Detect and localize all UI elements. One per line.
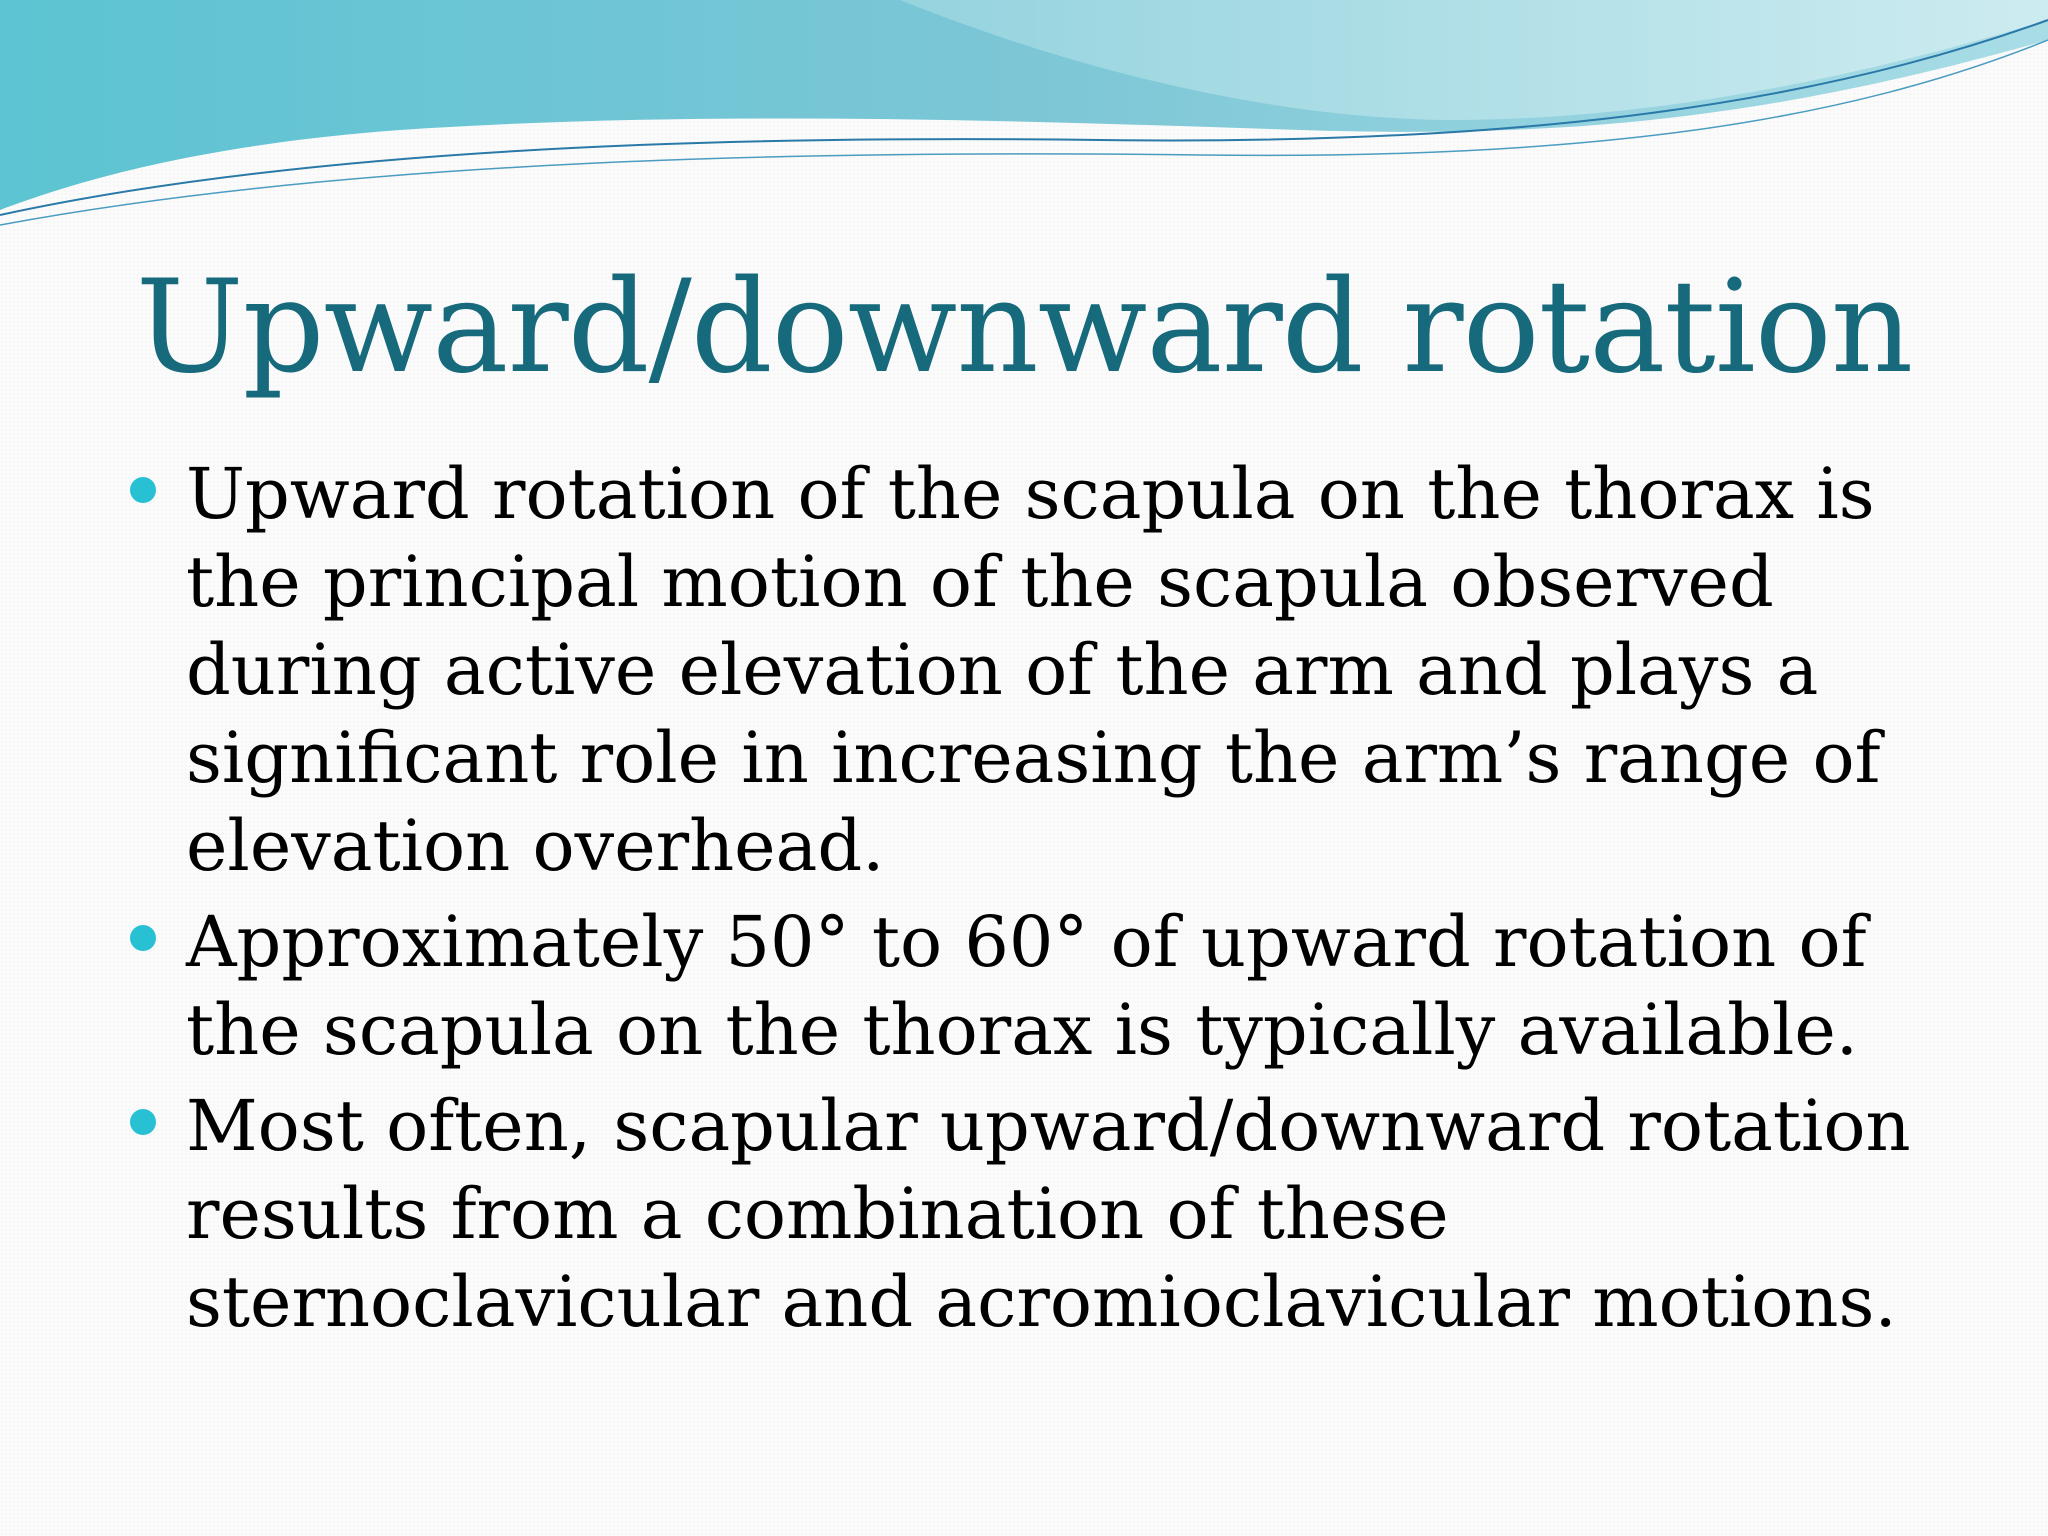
bullet-text: Approximately 50° to 60° of upward rotation of the scapula on the thorax is typically available. [186,901,1867,1071]
bullet-dot-icon [130,1109,156,1135]
bullet-item [0,898,2048,1074]
bullet-item [0,1082,2048,1346]
slide-title: Upward/downward rotation [135,253,1913,402]
bullet-dot-icon [130,925,156,951]
decorative-wave-header [0,0,2048,240]
bullet-text: Most often, scapular upward/downward rotation results from a combination of these sternoclavicular and acromioclavicular motions. [186,1085,1911,1343]
bullet-item [0,450,2048,890]
bullet-list [0,450,2048,1354]
bullet-text: Upward rotation of the scapula on the thorax is the principal motion of the scapula observed during active elevation of the arm and plays a significant role in increasing the arm’s range of elevation overhead. [186,453,1881,887]
bullet-dot-icon [130,477,156,503]
